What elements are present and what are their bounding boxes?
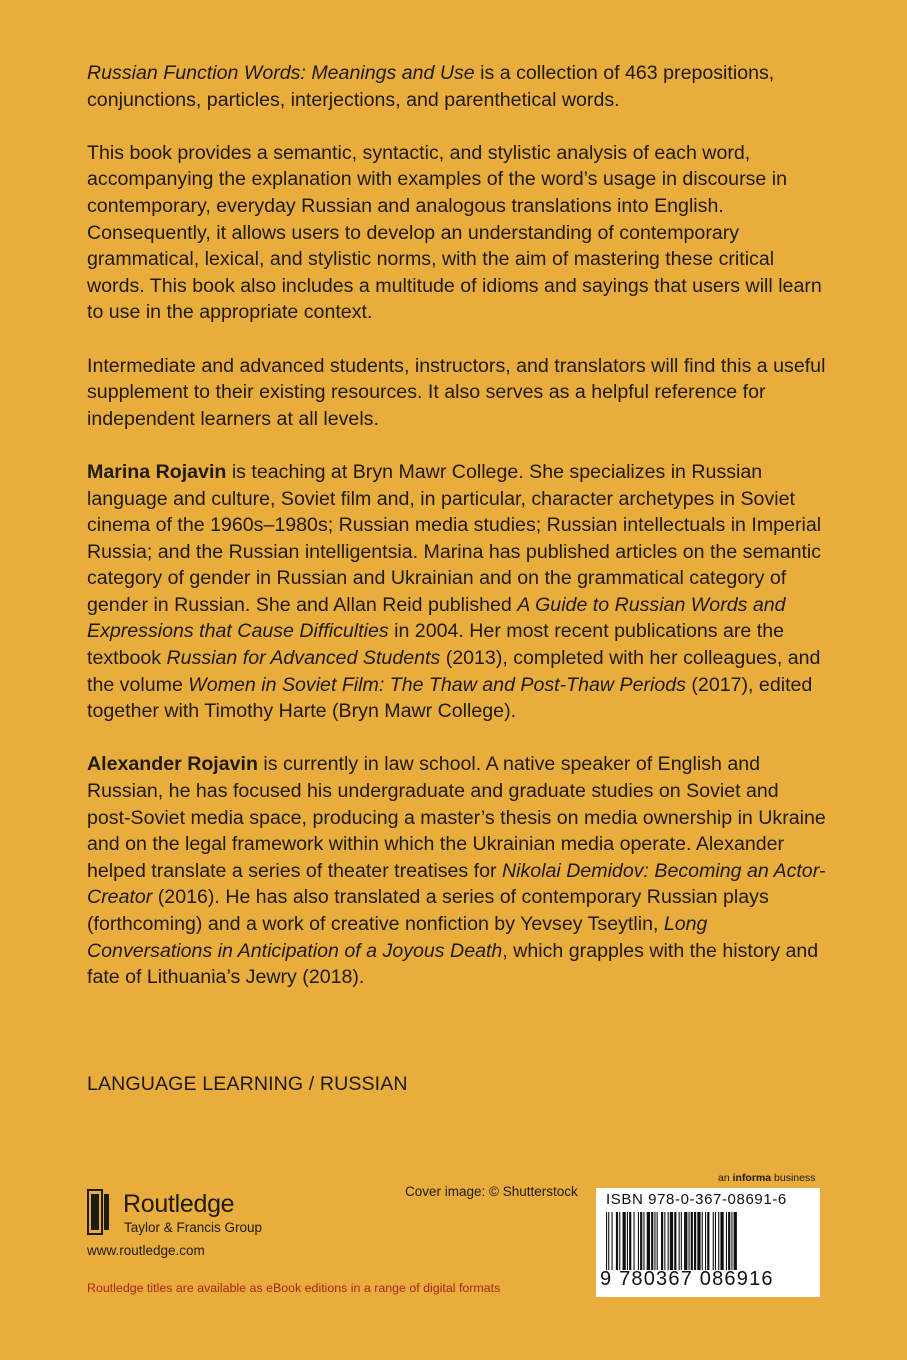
barcode-box	[596, 1188, 820, 1297]
cover-credit: Cover image: © Shutterstock	[405, 1184, 578, 1199]
informa-business	[718, 1172, 815, 1184]
intro-text: is a collection of 463 prepositions, conjunctions, particles, interjections, and parenthetical words.	[87, 62, 775, 111]
paragraph-author-marina	[87, 459, 827, 725]
barcode-icon	[604, 1212, 812, 1270]
book-title: Russian Function Words: Meanings and Use	[87, 62, 475, 84]
bio-title: Russian for Advanced Students	[166, 647, 441, 670]
bio-text: in 2004. Her most recent publications are the textbook	[87, 620, 785, 670]
bio-text: (2013), completed with her colleagues, and the volume	[87, 647, 821, 696]
bio-title: Nikolai Demidov: Becoming an Actor-Creator	[87, 859, 826, 909]
subject-category: LANGUAGE LEARNING / RUSSIAN	[87, 1073, 408, 1095]
bio-title: Women in Soviet Film: The Thaw and Post-Thaw Periods	[188, 673, 686, 696]
informa-suffix: business	[771, 1172, 816, 1184]
bio-text: is currently in law school. A native speaker of English and Russian, he has focused his undergraduate and graduate studies on Soviet and post-Soviet media space, producing a master’s thesis on media ownership in Ukraine and on the legal framework within which the Ukrainian media operate. Alexander helped translate a series of theater treatises for	[87, 753, 826, 882]
paragraph-audience: Intermediate and advanced students, instructors, and translators will find this a useful supplement to their existing resources. It also serves as a helpful reference for independent learners at all levels.	[87, 354, 826, 430]
bio-text: (2016). He has also translated a series of contemporary Russian plays (forthcoming) and a work of creative nonfiction by Yevsey Tseytlin,	[87, 886, 769, 935]
paragraph-intro	[87, 60, 827, 113]
author-name-alexander: Alexander Rojavin	[87, 753, 258, 776]
barcode-digits: 9 780367 086916	[600, 1268, 774, 1290]
paragraph-author-alexander	[87, 751, 827, 990]
bio-text: , which grapples with the history and fate of Lithuania’s Jewry (2018).	[87, 939, 819, 989]
publisher-group: Taylor & Francis Group	[124, 1220, 263, 1235]
ebook-note: Routledge titles are available as eBook editions in a range of digital formats	[87, 1281, 501, 1295]
publisher-name: Routledge	[123, 1190, 235, 1218]
author-name-marina: Marina Rojavin	[87, 460, 227, 483]
publisher-logo	[87, 1188, 287, 1240]
informa-prefix: an	[718, 1172, 733, 1184]
isbn-label: ISBN 978-0-367-08691-6	[606, 1191, 787, 1208]
bio-title: A Guide to Russian Words and Expressions that Cause Difficulties	[87, 593, 786, 643]
bio-text: is teaching at Bryn Mawr College. She specializes in Russian language and culture, Soviet film and, in particular, character archetypes in Soviet cinema of the 1960s–1980s; Russian media studies; Russian intellectuals in Imperial Russia; and the Russian intelligentsia. Marina has published articles on the semantic category of gender in Russian and Ukrainian and on the grammatical category of gender in Russian. She and Allan Reid published	[87, 460, 822, 616]
blurb	[87, 60, 827, 1017]
routledge-logo-icon	[87, 1188, 111, 1236]
informa-bold: informa	[732, 1172, 772, 1184]
publisher-website: www.routledge.com	[87, 1243, 205, 1258]
bio-title: Long Conversations in Anticipation of a Joyous Death	[87, 913, 708, 962]
bio-text: (2017), edited together with Timothy Harte (Bryn Mawr College).	[87, 673, 813, 723]
paragraph-description: This book provides a semantic, syntactic, and stylistic analysis of each word, accompanying the explanation with examples of the word’s usage in discourse in contemporary, everyday Russian and analogous translations into English. Consequently, it allows users to develop an understanding of contemporary grammatical, lexical, and stylistic norms, with the aim of mastering these critical words. This book also includes a multitude of idioms and sayings that users will learn to use in the appropriate context.	[87, 141, 822, 324]
